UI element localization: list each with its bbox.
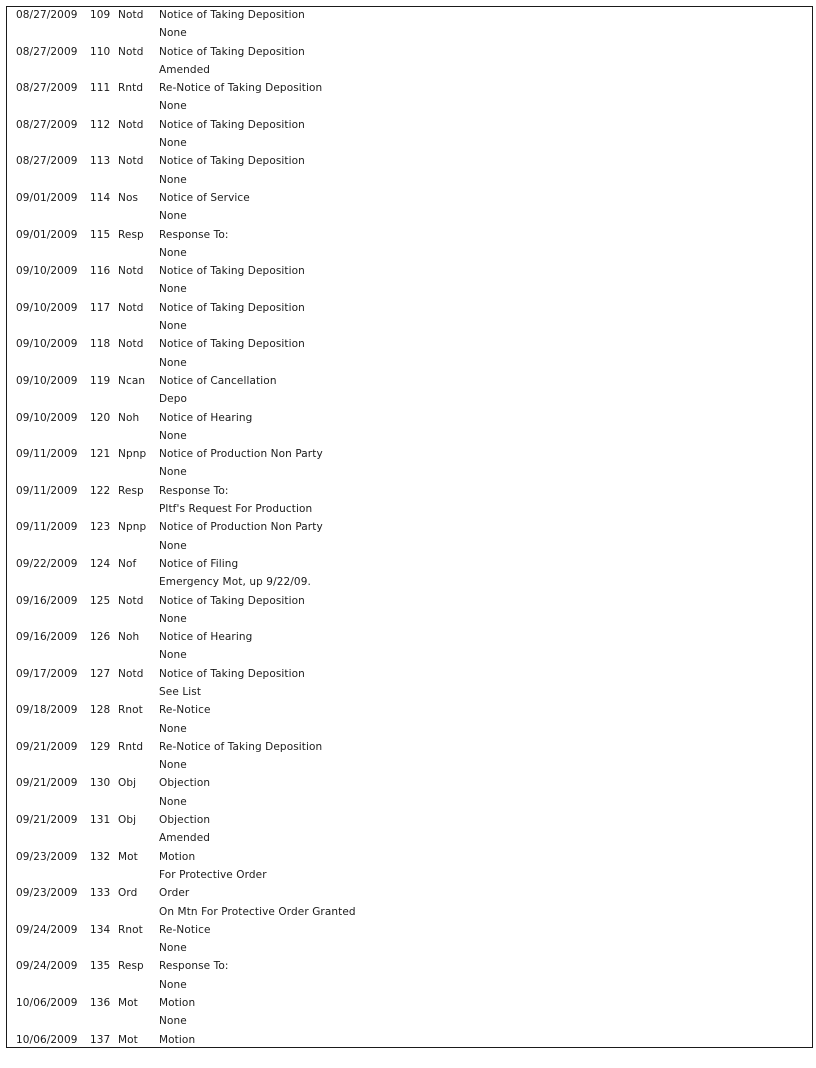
docket-entry (7, 922, 812, 959)
docket-entry (7, 702, 812, 739)
docket-entry (7, 593, 812, 630)
entry-code: Noh (118, 631, 140, 644)
entry-number: 129 (90, 740, 111, 753)
entry-date: 09/11/2009 (16, 521, 78, 534)
entry-title: Notice of Taking Deposition (159, 594, 305, 607)
entry-code: Notd (118, 594, 144, 607)
entry-title: Motion (159, 850, 196, 863)
docket-entry (7, 556, 812, 593)
entry-date: 09/10/2009 (16, 411, 78, 424)
entry-number: 128 (90, 704, 111, 717)
entry-code: Notd (118, 118, 144, 131)
docket-entry (7, 812, 812, 849)
entry-title: Notice of Hearing (159, 631, 253, 644)
entry-description: None (159, 722, 187, 735)
entry-number: 124 (90, 557, 111, 570)
entry-number: 121 (90, 448, 111, 461)
entry-code: Notd (118, 265, 144, 278)
entry-description: None (159, 1015, 187, 1028)
entry-code: Npnp (118, 521, 147, 534)
entry-number: 134 (90, 923, 111, 936)
entry-date: 09/10/2009 (16, 374, 78, 387)
entry-code: Nos (118, 191, 139, 204)
entry-date: 09/01/2009 (16, 191, 78, 204)
entry-code: Rnot (118, 704, 143, 717)
entry-number: 109 (90, 9, 111, 21)
entry-description: None (159, 283, 187, 296)
entry-date: 09/16/2009 (16, 631, 78, 644)
entry-number: 131 (90, 814, 111, 827)
entry-title: Re-Notice of Taking Deposition (159, 82, 323, 95)
entry-code: Obj (118, 777, 137, 790)
docket-entry (7, 300, 812, 337)
entry-date: 09/10/2009 (16, 338, 78, 351)
docket-entry (7, 117, 812, 154)
entry-code: Notd (118, 45, 144, 58)
entry-number: 118 (90, 338, 111, 351)
entry-title: Notice of Taking Deposition (159, 155, 305, 168)
docket-entry (7, 190, 812, 227)
entry-date: 09/11/2009 (16, 448, 78, 461)
entry-title: Notice of Taking Deposition (159, 667, 305, 680)
entry-date: 09/01/2009 (16, 228, 78, 241)
entry-title: Objection (159, 777, 211, 790)
entry-code: Ord (118, 887, 138, 900)
entry-code: Notd (118, 9, 144, 21)
entry-description: None (159, 649, 187, 662)
entry-title: Objection (159, 814, 211, 827)
entry-date: 09/23/2009 (16, 850, 78, 863)
entry-description: None (159, 466, 187, 479)
entry-number: 122 (90, 484, 111, 497)
docket-entries (7, 7, 812, 1068)
entry-title: Notice of Hearing (159, 411, 253, 424)
entry-title: Notice of Service (159, 191, 250, 204)
entry-date: 09/22/2009 (16, 557, 78, 570)
entry-title: Notice of Taking Deposition (159, 265, 305, 278)
entry-date: 09/18/2009 (16, 704, 78, 717)
docket-entry (7, 739, 812, 776)
entry-date: 09/11/2009 (16, 484, 78, 497)
entry-date: 08/27/2009 (16, 155, 78, 168)
docket-entry (7, 958, 812, 995)
entry-number: 119 (90, 374, 111, 387)
docket-entry (7, 410, 812, 447)
entry-date: 09/24/2009 (16, 960, 78, 973)
entry-number: 120 (90, 411, 111, 424)
entry-description: None (159, 795, 187, 808)
entry-number: 132 (90, 850, 111, 863)
entry-title: Notice of Production Non Party (159, 448, 323, 461)
entry-title: Response To: (159, 960, 229, 973)
entry-description: On Mtn For Protective Order Granted (159, 905, 356, 918)
entry-title: Notice of Production Non Party (159, 521, 323, 534)
entry-number: 113 (90, 155, 111, 168)
docket-entry (7, 80, 812, 117)
entry-code: Resp (118, 484, 144, 497)
entry-description: For Protective Order (159, 868, 267, 881)
entry-code: Notd (118, 667, 144, 680)
entry-code: Notd (118, 301, 144, 314)
entry-date: 09/10/2009 (16, 301, 78, 314)
entry-number: 125 (90, 594, 111, 607)
entry-description: None (159, 356, 187, 369)
docket-entry (7, 227, 812, 264)
entry-description: None (159, 978, 187, 991)
entry-date: 09/23/2009 (16, 887, 78, 900)
entry-number: 114 (90, 191, 111, 204)
entry-number: 130 (90, 777, 111, 790)
docket-entry (7, 44, 812, 81)
entry-number: 116 (90, 265, 111, 278)
docket-entry (7, 263, 812, 300)
entry-number: 133 (90, 887, 111, 900)
entry-date: 09/21/2009 (16, 740, 78, 753)
entry-title: Notice of Taking Deposition (159, 338, 305, 351)
entry-description: None (159, 173, 187, 186)
entry-title: Notice of Filing (159, 557, 239, 570)
entry-number: 135 (90, 960, 111, 973)
docket-entry (7, 849, 812, 886)
docket-entry (7, 373, 812, 410)
entry-description: None (159, 27, 187, 40)
entry-title: Notice of Taking Deposition (159, 118, 305, 131)
entry-code: Rnot (118, 923, 143, 936)
entry-code: Rntd (118, 740, 144, 753)
entry-description: None (159, 100, 187, 113)
entry-description: None (159, 210, 187, 223)
entry-number: 136 (90, 997, 111, 1010)
entry-code: Obj (118, 814, 137, 827)
docket-entry (7, 7, 812, 44)
docket-entry (7, 1032, 812, 1068)
entry-date: 09/10/2009 (16, 265, 78, 278)
entry-code: Ncan (118, 374, 146, 387)
entry-description: Pltf's Request For Production (159, 503, 313, 516)
entry-title: Notice of Cancellation (159, 374, 277, 387)
docket-entry (7, 775, 812, 812)
entry-description: None (159, 429, 187, 442)
entry-title: Motion (159, 1033, 196, 1046)
entry-description: None (159, 539, 187, 552)
docket-entry (7, 995, 812, 1032)
docket-entry (7, 519, 812, 556)
entry-code: Nof (118, 557, 137, 570)
entry-date: 08/27/2009 (16, 9, 78, 21)
entry-number: 127 (90, 667, 111, 680)
entry-description: None (159, 612, 187, 625)
entry-description: Emergency Mot, up 9/22/09. (159, 576, 311, 589)
entry-title: Response To: (159, 484, 229, 497)
entry-date: 09/16/2009 (16, 594, 78, 607)
entry-description: Amended (159, 63, 211, 76)
entry-date: 08/27/2009 (16, 82, 78, 95)
entry-description: None (159, 320, 187, 333)
entry-title: Re-Notice (159, 923, 211, 936)
docket-entry (7, 629, 812, 666)
entry-code: Npnp (118, 448, 147, 461)
entry-number: 110 (90, 45, 111, 58)
entry-title: Response To: (159, 228, 229, 241)
entry-title: Motion (159, 997, 196, 1010)
entry-number: 126 (90, 631, 111, 644)
entry-number: 123 (90, 521, 111, 534)
entry-date: 08/27/2009 (16, 118, 78, 131)
entry-code: Noh (118, 411, 140, 424)
entry-code: Resp (118, 228, 144, 241)
docket-entry (7, 483, 812, 520)
entry-number: 137 (90, 1033, 111, 1046)
entry-code: Rntd (118, 82, 144, 95)
entry-number: 112 (90, 118, 111, 131)
entry-description: None (159, 942, 187, 955)
entry-title: Order (159, 887, 190, 900)
entry-title: Re-Notice of Taking Deposition (159, 740, 323, 753)
entry-number: 117 (90, 301, 111, 314)
entry-title: Notice of Taking Deposition (159, 45, 305, 58)
entry-code: Resp (118, 960, 144, 973)
entry-description: See List (159, 685, 202, 698)
entry-code: Notd (118, 155, 144, 168)
docket-frame (6, 6, 813, 1048)
entry-date: 09/21/2009 (16, 814, 78, 827)
docket-entry (7, 336, 812, 373)
entry-description: Amended (159, 832, 211, 845)
entry-date: 09/24/2009 (16, 923, 78, 936)
docket-entry (7, 446, 812, 483)
entry-code: Mot (118, 1033, 138, 1046)
entry-code: Mot (118, 997, 138, 1010)
entry-code: Notd (118, 338, 144, 351)
entry-date: 09/21/2009 (16, 777, 78, 790)
entry-code: Mot (118, 850, 138, 863)
docket-entry (7, 885, 812, 922)
entry-description: None (159, 246, 187, 259)
entry-title: Re-Notice (159, 704, 211, 717)
entry-description: None (159, 759, 187, 772)
entry-number: 115 (90, 228, 111, 241)
entry-date: 10/06/2009 (16, 997, 78, 1010)
entry-date: 09/17/2009 (16, 667, 78, 680)
docket-entry (7, 666, 812, 703)
entry-number: 111 (90, 82, 111, 95)
docket-entry (7, 153, 812, 190)
entry-title: Notice of Taking Deposition (159, 9, 305, 21)
entry-date: 10/06/2009 (16, 1033, 78, 1046)
entry-date: 08/27/2009 (16, 45, 78, 58)
entry-title: Notice of Taking Deposition (159, 301, 305, 314)
entry-description: Depo (159, 393, 188, 406)
entry-description: None (159, 137, 187, 150)
